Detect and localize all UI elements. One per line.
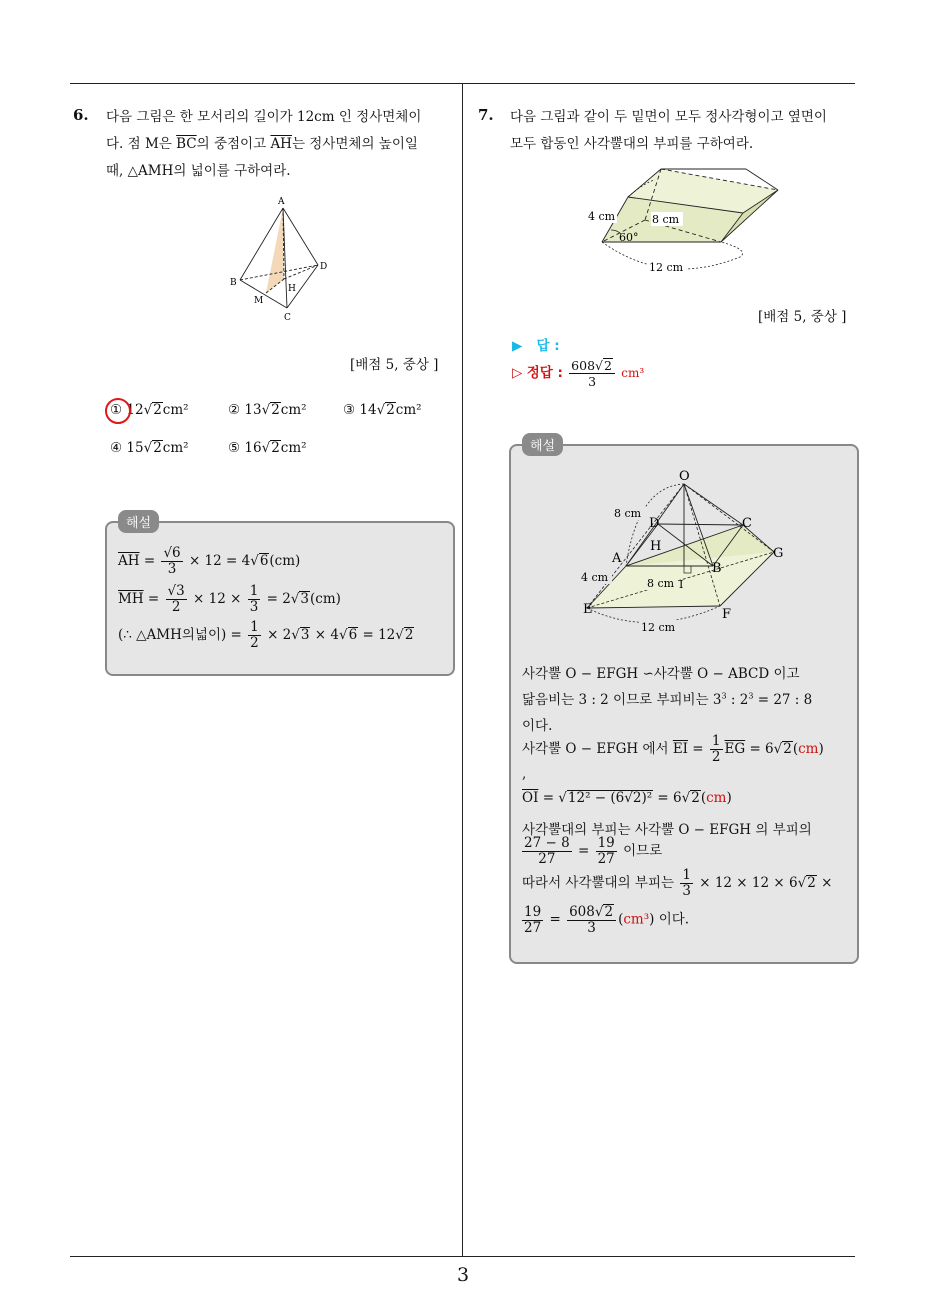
q7-answer-line: ▶ 답 : [512,338,560,354]
q7-score: [배점 5, 중상 ] [758,309,847,325]
label-12cm: 12 cm [649,261,684,274]
q7-sol-p7: 사각뿔대의 부피는 사각뿔 O − EFGH 의 부피의 [522,822,812,838]
triangle-outline-icon: ▷ [512,365,523,381]
label-b: B [230,278,237,288]
q6-text [106,104,458,185]
q7-line1: 다음 그림과 같이 두 밑면이 모두 정사각형이고 옆면이 [510,109,827,125]
label-8cm-top: 8 cm [614,507,642,520]
page-number: 3 [456,1264,470,1286]
label-4cm: 4 cm [588,210,616,223]
bottom-rule [70,1256,855,1257]
label-8cm-mid: 8 cm [647,577,675,590]
label-12cm: 12 cm [641,621,676,634]
q7-sol-p3: 이다. [522,718,553,734]
q7-solution-tag: 해설 [522,433,563,456]
label-4cm: 4 cm [581,571,609,584]
label-i: I [679,578,684,591]
label-o: O [679,469,690,484]
q7-sol-p9: 따라서 사각뿔대의 부피는 $\frac{1}{3}$ × 12 × 12 × 6√2 × [522,867,833,899]
label-h: H [650,539,662,554]
q6-solution-tag: 해설 [118,510,159,533]
label-f: F [722,607,732,622]
q7-correct-line: ▷ 정답 : $\frac{608√2}{3}$ cm³ [512,358,645,389]
q7-sol-p4: 사각뿔 O − EFGH 에서 $\overline{EI}$ = $\frac{1}{2}$ $\overline{EG} = 6√2(cm)$ [522,733,824,765]
q7-sol-p5: , [522,766,527,782]
q6-sol-line3: (∴ △AMH의넓이) = $\frac{1}{2}$ × 2√3 × 4√6 = 12√2 [118,619,414,651]
column-divider [462,84,463,1256]
tetrahedron-figure [226,193,336,323]
answer-circle-icon [105,398,131,424]
q7-text [510,104,860,158]
label-m: M [254,296,264,306]
choice-2[interactable]: ② 13√2cm² [228,402,307,418]
play-icon: ▶ [512,338,523,354]
label-60deg: 60° [619,231,639,244]
q7-number: 7. [478,106,494,124]
pyramid-figure [578,466,793,636]
label-8cm: 8 cm [652,213,680,226]
choice-1-mark: ① [110,402,122,418]
q6-line3: 때, △AMH의 넓이를 구하여라. [106,163,291,179]
label-e: E [583,602,593,617]
q6-sol-line1: $\overline{AH}$ = $\frac{√6}{3}$ × 12 = 4√6(cm) [118,545,301,577]
q7-sol-p6: $\overline{OI} = √12^2 - (6√2)^2 = 6√2(cm)$ [522,790,732,806]
label-c: C [284,313,291,323]
frustum-figure [585,162,785,277]
label-a: A [278,197,285,207]
q7-sol-p10: $\frac{19}{27}$ = $\frac{608√2}{3}$ (cm³) 이다. [524,903,690,936]
choice-4[interactable]: ④ 15√2cm² [110,440,189,456]
label-b: B [712,561,722,576]
q6-line2: 다. 점 M은 $\overline{BC}$의 중점이고 $\overline{AH}$는 정사면체의 높이일 [106,136,418,152]
q6-line1: 다음 그림은 한 모서리의 길이가 12cm 인 정사면체이 [106,109,422,125]
label-a: A [612,551,622,566]
q6-number: 6. [73,106,89,124]
q7-sol-p8: $\frac{27 - 8}{27}$ = $\frac{19}{27}$ 이므로 [524,835,663,867]
choice-1[interactable]: ① 12√2cm² [110,402,189,418]
q7-sol-p1: 사각뿔 O − EFGH ∽사각뿔 O − ABCD 이고 [522,666,800,682]
q7-line2: 모두 합동인 사각뿔대의 부피를 구하여라. [510,136,754,152]
label-g: G [773,546,784,561]
choice-5[interactable]: ⑤ 16√2cm² [228,440,307,456]
label-d: D [649,516,660,531]
choice-3[interactable]: ③ 14√2cm² [343,402,422,418]
label-d: D [320,262,328,272]
q7-sol-p2: 닮음비는 3 : 2 이므로 부피비는 $3^3$ : $2^3 = 27$ : 8 [522,691,813,708]
label-c: C [742,516,752,531]
q6-sol-line2: $\overline{MH}$ = $\frac{√3}{2}$ × 12 × $\frac{1}{3}$ = 2√3(cm) [118,583,341,615]
label-h: H [288,284,296,294]
q6-score: [배점 5, 중상 ] [350,357,439,373]
